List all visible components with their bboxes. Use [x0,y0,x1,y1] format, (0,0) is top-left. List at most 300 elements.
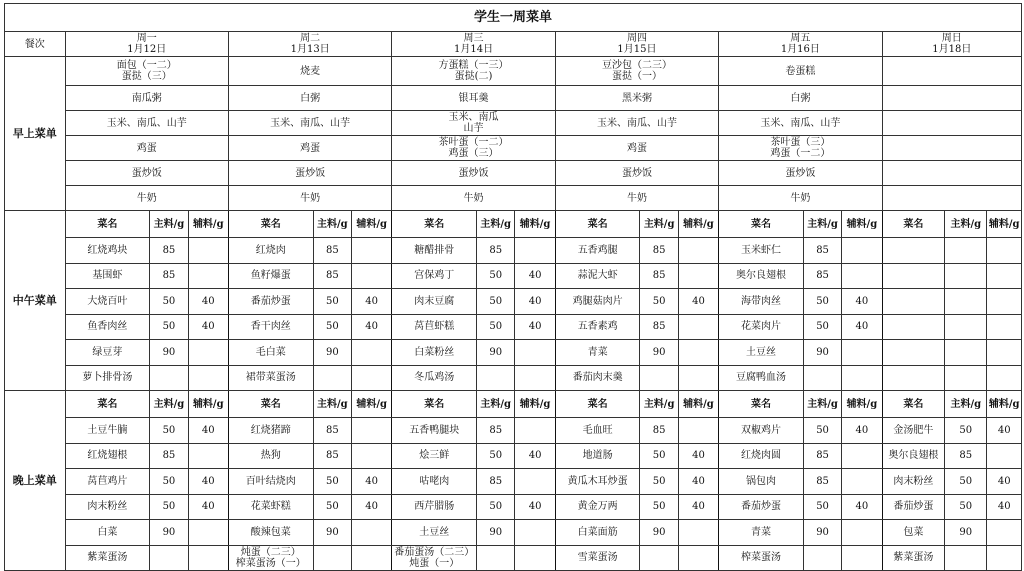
lunch-dish-name: 鱼籽爆蛋 [228,263,313,289]
dinner-side-weight [352,418,392,444]
dinner-main-weight: 90 [803,520,841,546]
lunch-side-weight: 40 [515,263,555,289]
breakfast-item: 白粥 [228,86,391,111]
lunch-main-weight: 85 [313,238,351,264]
col-header: 菜名 [65,211,150,238]
breakfast-item: 蛋炒饭 [228,161,391,186]
breakfast-item [882,111,1021,136]
lunch-main-weight [945,263,987,289]
dinner-side-weight: 40 [842,418,882,444]
dinner-dish-name: 锅包肉 [719,469,804,495]
lunch-side-weight: 40 [515,314,555,340]
lunch-main-weight: 85 [313,263,351,289]
lunch-main-weight: 90 [640,340,678,366]
weekly-menu-table [4,3,1022,571]
breakfast-item: 玉米、南瓜、山芋 [65,111,228,136]
lunch-side-weight [515,365,555,391]
lunch-dish-name: 红烧肉 [228,238,313,264]
dinner-dish-name: 花菜虾糕 [228,494,313,520]
lunch-main-weight: 90 [150,340,188,366]
lunch-main-weight: 90 [477,340,515,366]
dinner-main-weight: 50 [803,418,841,444]
dinner-main-weight: 85 [945,443,987,469]
lunch-side-weight [515,340,555,366]
day-name: 周四 [626,33,647,44]
lunch-side-weight [678,314,718,340]
col-header: 主料/g [150,211,188,238]
col-header: 菜名 [228,211,313,238]
lunch-side-weight [987,365,1022,391]
lunch-dish-name [882,263,945,289]
lunch-side-weight [842,340,882,366]
dinner-side-weight [515,520,555,546]
day-date: 1月16日 [780,44,820,55]
dinner-side-weight [678,545,718,571]
dinner-main-weight: 85 [150,443,188,469]
lunch-main-weight: 50 [313,314,351,340]
breakfast-item: 卷蛋糕 [719,57,882,86]
dinner-side-weight [515,469,555,495]
lunch-label: 中午菜单 [5,211,66,391]
breakfast-item: 蛋炒饭 [65,161,228,186]
lunch-dish-name: 五香鸡腿 [555,238,640,264]
breakfast-item [882,57,1021,86]
dinner-dish-name: 地道肠 [555,443,640,469]
col-header: 辅料/g [987,391,1022,418]
day-date: 1月14日 [454,44,494,55]
dinner-dish-name: 百叶结烧肉 [228,469,313,495]
day-date: 1月15日 [617,44,657,55]
dinner-side-weight [352,520,392,546]
dinner-main-weight: 50 [640,494,678,520]
lunch-side-weight [987,238,1022,264]
breakfast-item: 烧麦 [228,57,391,86]
lunch-main-weight: 50 [477,263,515,289]
lunch-side-weight [842,365,882,391]
lunch-dish-name: 鱼香肉丝 [65,314,150,340]
breakfast-item: 南瓜粥 [65,86,228,111]
dinner-side-weight [842,520,882,546]
dinner-dish-name: 莴苣鸡片 [65,469,150,495]
dinner-dish-name: 黄金万两 [555,494,640,520]
dinner-dish-name: 土豆丝 [392,520,477,546]
col-header: 主料/g [150,391,188,418]
col-header: 辅料/g [678,391,718,418]
dinner-dish-name: 榨菜蛋汤 [719,545,804,571]
lunch-side-weight [678,340,718,366]
breakfast-item [882,86,1021,111]
lunch-side-weight [678,365,718,391]
dinner-main-weight: 50 [150,494,188,520]
dinner-dish-name: 西芹腊肠 [392,494,477,520]
lunch-side-weight [352,340,392,366]
dinner-label: 晚上菜单 [5,391,66,571]
lunch-side-weight [987,314,1022,340]
col-header: 菜名 [882,211,945,238]
lunch-dish-name: 肉末豆腐 [392,289,477,315]
lunch-dish-name: 鸡腿菇肉片 [555,289,640,315]
day-date: 1月12日 [127,44,167,55]
lunch-main-weight: 50 [803,289,841,315]
breakfast-item: 茶叶蛋（三） 鸡蛋（一二） [719,136,882,161]
col-header: 主料/g [803,211,841,238]
dinner-dish-name: 双椒鸡片 [719,418,804,444]
breakfast-item: 蛋炒饭 [555,161,718,186]
col-header: 主料/g [640,211,678,238]
col-header: 辅料/g [842,211,882,238]
lunch-main-weight: 50 [640,289,678,315]
dinner-side-weight: 40 [515,494,555,520]
lunch-dish-name: 宫保鸡丁 [392,263,477,289]
lunch-main-weight [945,365,987,391]
lunch-main-weight [945,289,987,315]
lunch-dish-name: 绿豆芽 [65,340,150,366]
dinner-dish-name: 炖蛋（二三） 榨菜蛋汤（一） [228,545,313,571]
col-header: 主料/g [313,391,351,418]
day-date: 1月13日 [290,44,330,55]
breakfast-item: 白粥 [719,86,882,111]
lunch-main-weight: 90 [313,340,351,366]
dinner-main-weight: 85 [477,469,515,495]
dinner-main-weight [945,545,987,571]
dinner-side-weight [987,545,1022,571]
breakfast-item: 牛奶 [228,186,391,211]
dinner-main-weight: 90 [150,520,188,546]
dinner-dish-name: 热狗 [228,443,313,469]
dinner-dish-name: 五香鸭腿块 [392,418,477,444]
dinner-main-weight: 50 [313,494,351,520]
dinner-side-weight: 40 [188,418,228,444]
dinner-dish-name: 紫菜蛋汤 [882,545,945,571]
breakfast-item: 牛奶 [392,186,555,211]
lunch-side-weight [188,365,228,391]
dinner-main-weight: 90 [313,520,351,546]
col-header: 菜名 [228,391,313,418]
dinner-main-weight [313,545,351,571]
dinner-dish-name: 青菜 [719,520,804,546]
lunch-main-weight: 85 [150,263,188,289]
lunch-main-weight: 50 [150,289,188,315]
dinner-main-weight: 50 [803,494,841,520]
dinner-dish-name: 黄瓜木耳炒蛋 [555,469,640,495]
lunch-side-weight: 40 [352,289,392,315]
col-header: 菜名 [392,211,477,238]
dinner-side-weight: 40 [188,494,228,520]
dinner-dish-name: 奥尔良翅根 [882,443,945,469]
dinner-dish-name: 毛血旺 [555,418,640,444]
dinner-dish-name: 红烧猪蹄 [228,418,313,444]
lunch-side-weight [188,340,228,366]
breakfast-item: 牛奶 [555,186,718,211]
breakfast-item: 银耳羹 [392,86,555,111]
dinner-side-weight [987,443,1022,469]
dinner-side-weight: 40 [987,469,1022,495]
lunch-side-weight: 40 [188,289,228,315]
lunch-side-weight [987,340,1022,366]
dinner-main-weight [477,545,515,571]
lunch-main-weight: 50 [477,314,515,340]
dinner-side-weight [515,545,555,571]
lunch-side-weight [352,238,392,264]
lunch-main-weight: 50 [313,289,351,315]
dinner-dish-name: 白菜面筋 [555,520,640,546]
dinner-dish-name: 土豆牛腩 [65,418,150,444]
dinner-side-weight: 40 [678,443,718,469]
lunch-dish-name: 土豆丝 [719,340,804,366]
breakfast-item: 鸡蛋 [228,136,391,161]
dinner-side-weight [188,545,228,571]
dinner-main-weight [640,545,678,571]
col-header: 辅料/g [515,391,555,418]
lunch-dish-name: 五香素鸡 [555,314,640,340]
breakfast-item: 牛奶 [65,186,228,211]
dinner-main-weight: 50 [150,418,188,444]
breakfast-label: 早上菜单 [5,57,66,211]
lunch-dish-name: 豆腐鸭血汤 [719,365,804,391]
col-header: 菜名 [719,391,804,418]
col-header: 菜名 [392,391,477,418]
dinner-side-weight [678,520,718,546]
dinner-main-weight: 85 [803,443,841,469]
lunch-main-weight [477,365,515,391]
dinner-dish-name: 咕咾肉 [392,469,477,495]
dinner-side-weight: 40 [515,443,555,469]
breakfast-item: 牛奶 [719,186,882,211]
lunch-main-weight [945,314,987,340]
lunch-main-weight: 50 [150,314,188,340]
lunch-side-weight: 40 [188,314,228,340]
dinner-main-weight: 50 [477,443,515,469]
col-header: 主料/g [640,391,678,418]
dinner-side-weight: 40 [352,469,392,495]
lunch-dish-name [882,365,945,391]
col-header: 辅料/g [188,211,228,238]
lunch-side-weight: 40 [842,289,882,315]
dinner-dish-name: 紫菜蛋汤 [65,545,150,571]
dinner-main-weight: 50 [640,443,678,469]
lunch-main-weight [945,340,987,366]
dinner-dish-name: 番茄蛋汤（二三） 炖蛋（一） [392,545,477,571]
breakfast-item: 玉米、南瓜、山芋 [555,111,718,136]
day-header-1 [228,32,391,57]
dinner-side-weight [188,520,228,546]
lunch-side-weight: 40 [515,289,555,315]
col-header: 主料/g [803,391,841,418]
col-header: 辅料/g [987,211,1022,238]
lunch-dish-name: 蒜泥大虾 [555,263,640,289]
lunch-main-weight: 85 [803,263,841,289]
day-header-0 [65,32,228,57]
dinner-dish-name: 烩三鲜 [392,443,477,469]
meal-header: 餐次 [5,32,66,57]
dinner-dish-name: 肉末粉丝 [882,469,945,495]
dinner-side-weight: 40 [678,494,718,520]
dinner-dish-name: 红烧肉圆 [719,443,804,469]
lunch-dish-name [882,289,945,315]
dinner-side-weight [678,418,718,444]
dinner-main-weight [803,545,841,571]
lunch-dish-name: 奥尔良翅根 [719,263,804,289]
dinner-dish-name: 番茄炒蛋 [719,494,804,520]
lunch-main-weight: 90 [803,340,841,366]
day-name: 周一 [136,33,157,44]
day-header-2 [392,32,555,57]
lunch-main-weight: 85 [640,238,678,264]
col-header: 辅料/g [352,211,392,238]
col-header: 辅料/g [515,211,555,238]
dinner-main-weight: 50 [477,494,515,520]
breakfast-item: 鸡蛋 [555,136,718,161]
lunch-side-weight [678,263,718,289]
lunch-dish-name: 毛白菜 [228,340,313,366]
lunch-main-weight [803,365,841,391]
day-name: 周三 [463,33,484,44]
lunch-side-weight [987,289,1022,315]
lunch-main-weight: 50 [477,289,515,315]
dinner-side-weight [352,545,392,571]
dinner-dish-name: 番茄炒蛋 [882,494,945,520]
dinner-main-weight: 50 [945,418,987,444]
dinner-dish-name: 酸辣包菜 [228,520,313,546]
lunch-dish-name: 白菜粉丝 [392,340,477,366]
breakfast-item: 蛋炒饭 [392,161,555,186]
dinner-main-weight: 50 [150,469,188,495]
lunch-side-weight [352,365,392,391]
lunch-main-weight [640,365,678,391]
breakfast-item [882,136,1021,161]
dinner-side-weight [842,443,882,469]
breakfast-item: 鸡蛋 [65,136,228,161]
breakfast-item: 茶叶蛋（一二） 鸡蛋（三） [392,136,555,161]
dinner-main-weight: 85 [313,418,351,444]
lunch-dish-name [882,314,945,340]
lunch-main-weight [945,238,987,264]
lunch-main-weight: 85 [803,238,841,264]
dinner-side-weight [987,520,1022,546]
dinner-side-weight: 40 [987,418,1022,444]
lunch-dish-name: 基围虾 [65,263,150,289]
col-header: 辅料/g [188,391,228,418]
col-header: 辅料/g [352,391,392,418]
col-header: 主料/g [477,391,515,418]
dinner-side-weight: 40 [842,494,882,520]
dinner-side-weight [515,418,555,444]
breakfast-item [882,161,1021,186]
breakfast-item: 豆沙包（二三） 蛋挞（一） [555,57,718,86]
col-header: 主料/g [477,211,515,238]
col-header: 主料/g [945,211,987,238]
lunch-dish-name [882,340,945,366]
lunch-dish-name: 花菜肉片 [719,314,804,340]
dinner-main-weight [150,545,188,571]
dinner-side-weight: 40 [352,494,392,520]
lunch-side-weight [678,238,718,264]
day-header-3 [555,32,718,57]
lunch-dish-name: 莴苣虾糕 [392,314,477,340]
lunch-side-weight [352,263,392,289]
lunch-side-weight [842,238,882,264]
dinner-side-weight: 40 [188,469,228,495]
lunch-main-weight: 85 [640,263,678,289]
lunch-main-weight [313,365,351,391]
lunch-side-weight [188,238,228,264]
dinner-main-weight: 85 [313,443,351,469]
dinner-dish-name: 雪菜蛋汤 [555,545,640,571]
lunch-main-weight [150,365,188,391]
lunch-dish-name: 玉米虾仁 [719,238,804,264]
lunch-side-weight: 40 [678,289,718,315]
dinner-main-weight: 50 [945,494,987,520]
dinner-main-weight: 50 [313,469,351,495]
dinner-main-weight: 85 [803,469,841,495]
dinner-main-weight: 50 [945,469,987,495]
breakfast-item: 蛋炒饭 [719,161,882,186]
col-header: 菜名 [555,211,640,238]
lunch-dish-name: 糖醋排骨 [392,238,477,264]
lunch-dish-name: 番茄肉末羹 [555,365,640,391]
dinner-main-weight: 90 [945,520,987,546]
dinner-dish-name: 金汤肥牛 [882,418,945,444]
lunch-dish-name: 香干肉丝 [228,314,313,340]
day-date: 1月18日 [932,44,972,55]
dinner-side-weight [842,469,882,495]
day-name: 周五 [790,33,811,44]
lunch-main-weight: 85 [640,314,678,340]
lunch-dish-name: 萝卜排骨汤 [65,365,150,391]
col-header: 主料/g [945,391,987,418]
lunch-dish-name: 番茄炒蛋 [228,289,313,315]
lunch-dish-name: 冬瓜鸡汤 [392,365,477,391]
col-header: 菜名 [555,391,640,418]
breakfast-item: 玉米、南瓜、山芋 [228,111,391,136]
dinner-dish-name: 红烧翅根 [65,443,150,469]
lunch-main-weight: 85 [477,238,515,264]
lunch-dish-name [882,238,945,264]
col-header: 主料/g [313,211,351,238]
day-name: 周二 [300,33,321,44]
lunch-side-weight [188,263,228,289]
dinner-dish-name: 包菜 [882,520,945,546]
dinner-side-weight [188,443,228,469]
lunch-side-weight: 40 [842,314,882,340]
lunch-side-weight [515,238,555,264]
day-header-4 [719,32,882,57]
lunch-dish-name: 裙带菜蛋汤 [228,365,313,391]
dinner-dish-name: 肉末粉丝 [65,494,150,520]
day-name: 周日 [941,33,962,44]
col-header: 菜名 [65,391,150,418]
col-header: 辅料/g [842,391,882,418]
breakfast-item [882,186,1021,211]
dinner-side-weight: 40 [678,469,718,495]
dinner-main-weight: 90 [477,520,515,546]
day-header-5 [882,32,1021,57]
lunch-main-weight: 50 [803,314,841,340]
dinner-main-weight: 85 [477,418,515,444]
dinner-dish-name: 白菜 [65,520,150,546]
lunch-dish-name: 青菜 [555,340,640,366]
lunch-main-weight: 85 [150,238,188,264]
dinner-side-weight: 40 [987,494,1022,520]
lunch-side-weight: 40 [352,314,392,340]
lunch-side-weight [842,263,882,289]
lunch-dish-name: 大烧百叶 [65,289,150,315]
dinner-main-weight: 85 [640,418,678,444]
breakfast-item: 面包（一二） 蛋挞（三） [65,57,228,86]
breakfast-item: 玉米、南瓜 山芋 [392,111,555,136]
page-title: 学生一周菜单 [5,4,1022,32]
dinner-side-weight [842,545,882,571]
